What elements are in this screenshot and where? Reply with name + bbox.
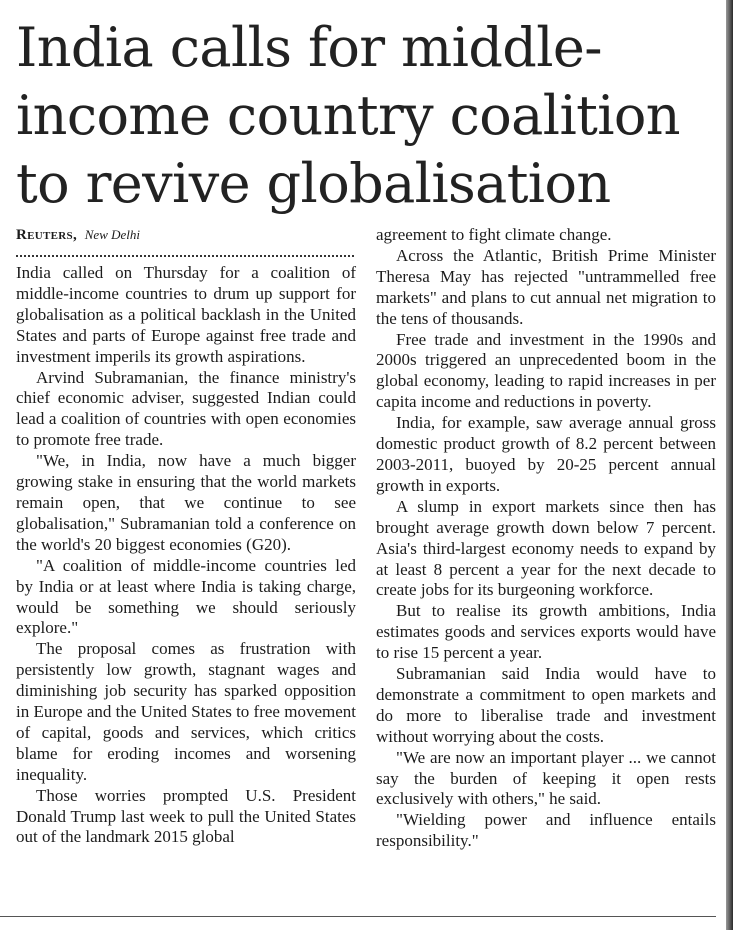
article-column-1	[16, 225, 356, 848]
byline	[16, 225, 356, 245]
paragraph: The proposal comes as frustration with persistently low growth, stagnant wages and diminishing job security has sparked opposition in Europe and the United States to free movement of capital, goods and services, which critics blame for eroding incomes and worsening inequality.	[16, 639, 356, 784]
page-edge-shadow	[726, 0, 733, 930]
paragraph: Across the Atlantic, British Prime Minister Theresa May has rejected "untrammelled free markets" and plans to cut annual net migration to the tens of thousands.	[376, 245, 716, 328]
paragraph: "Wielding power and influence entails responsibility."	[376, 810, 716, 851]
paragraph: Free trade and investment in the 1990s and 2000s triggered an unprecedented boom in the global economy, leading to rapid increases in per capita income and reductions in poverty.	[376, 329, 716, 412]
paragraph: Arvind Subramanian, the finance ministry's chief economic adviser, suggested Indian could lead a coalition of countries with open economies to promote free trade.	[16, 367, 356, 450]
byline-place: New Delhi	[84, 227, 140, 242]
paragraph: "A coalition of middle-income countries led by India or at least where India is taking charge, would be something we should seriously explore."	[16, 555, 356, 638]
paragraph: Those worries prompted U.S. President Donald Trump last week to pull the United States out of the landmark 2015 global	[16, 785, 356, 847]
headline: India calls for middle-income country coalition to revive globalisation	[16, 16, 680, 215]
paragraph: A slump in export markets since then has brought average growth down below 7 percent. Asia's third-largest economy needs to expand by at least 8 percent a year for the next decade to create jobs for its burgeoning workforce.	[376, 496, 716, 600]
byline-divider	[16, 249, 354, 257]
paragraph-continued: agreement to fight climate change.	[376, 225, 612, 244]
paragraph: "We, in India, now have a much bigger growing stake in ensuring that the world markets remain open, that we continue to see globalisation," Subramanian told a conference on the world's 20 biggest economies (G20).	[16, 451, 356, 554]
paragraph: "We are now an important player ... we cannot say the burden of keeping it open rests exclusively with others," he said.	[376, 747, 716, 809]
paragraph: But to realise its growth ambitions, India estimates goods and services exports would have to rise 15 percent a year.	[376, 601, 716, 663]
paragraph: India, for example, saw average annual gross domestic product growth of 8.2 percent between 2003-2011, buoyed by 20-25 percent annual growth in exports.	[376, 413, 716, 495]
paragraph: India called on Thursday for a coalition of middle-income countries to drum up support for globalisation as a political backlash in the United States and parts of Europe against free trade and investment imperils its growth aspirations.	[16, 263, 356, 366]
byline-agency: Reuters,	[16, 227, 77, 243]
article-column-2	[376, 225, 716, 852]
bottom-rule	[0, 916, 716, 917]
paragraph: Subramanian said India would have to demonstrate a commitment to open markets and do more to liberalise trade and investment without worrying about the costs.	[376, 664, 716, 746]
